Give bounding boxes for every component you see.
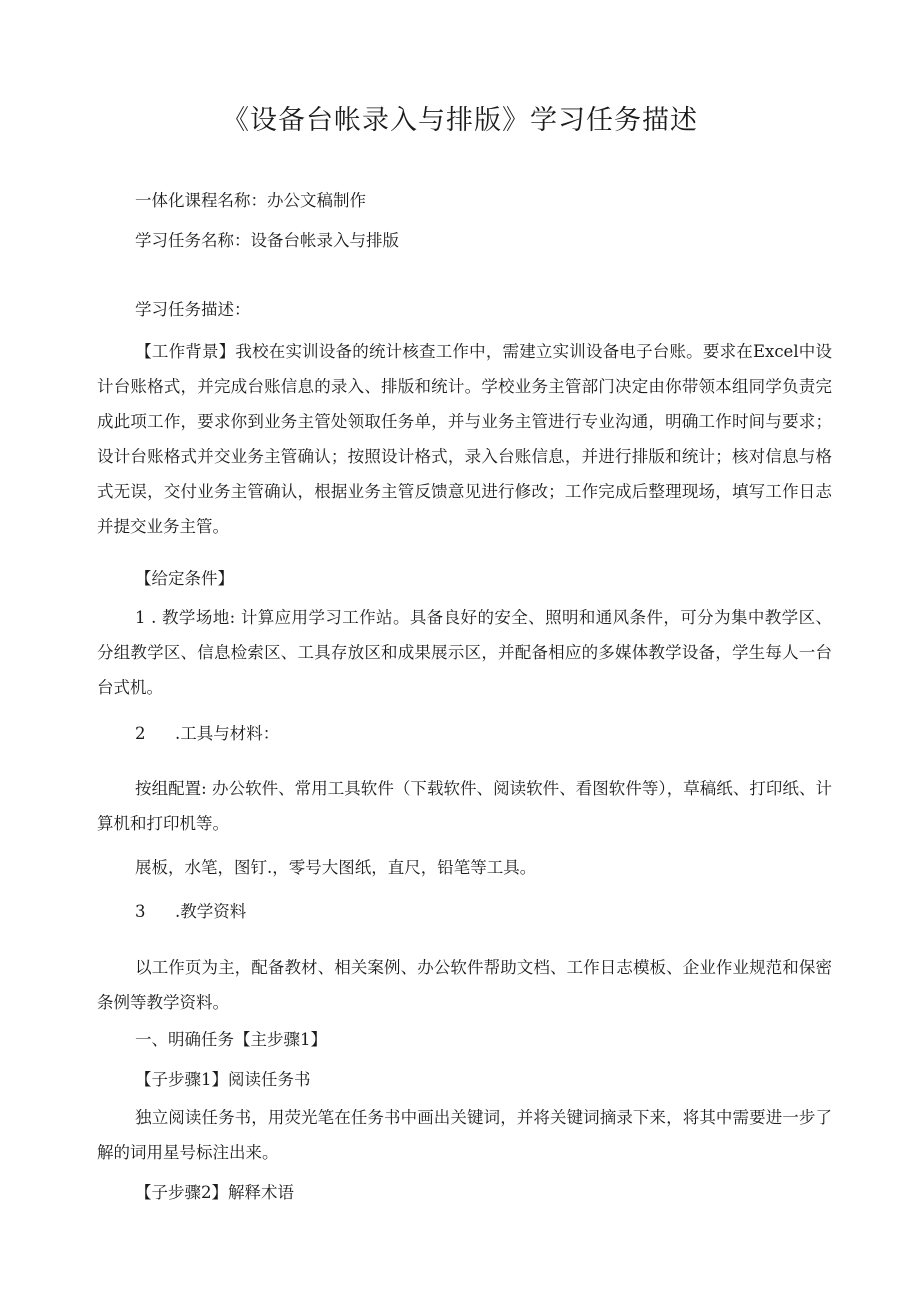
item3-number: 3 — [135, 902, 146, 921]
main-step-heading: 一、明确任务【主步骤1】 — [135, 1030, 327, 1049]
background-text: 【工作背景】我校在实训设备的统计核查工作中，需建立实训设备电子台账。要求在Excel中设计台账格式，并完成台账信息的录入、排版和统计。学校业务主管部门决定由你带领本组同学负责完成此项工作，要求你到业务主管处领取任务单，并与业务主管进行专业沟通，明确工作时间与要求；设计台账格式并交业务主管确认；按照设计格式，录入台账信息，并进行排版和统计；核对信息与格式无误，交付业务主管确认，根据业务主管反馈意见进行修改；工作完成后整理现场，填写工作日志并提交业务主管。 — [97, 342, 832, 536]
item2-heading — [135, 726, 279, 743]
substep1-paragraph — [97, 1100, 832, 1170]
course-name: 一体化课程名称：办公文稿制作 — [135, 191, 366, 210]
substep1-text: 独立阅读任务书，用荧光笔在任务书中画出关键词，并将关键词摘录下来，将其中需要进一步了解的词用星号标注出来。 — [97, 1108, 832, 1162]
item3-paragraph — [97, 950, 832, 1020]
item2-label: .工具与材料： — [175, 724, 280, 743]
item2-text: 按组配置: 办公软件、常用工具软件（下载软件、阅读软件、看图软件等），草稿纸、打印纸、计算机和打印机等。 — [97, 779, 832, 833]
item3-label: .教学资料 — [175, 902, 247, 921]
conditions-heading: 【给定条件】 — [135, 569, 234, 588]
substep2-title: 【子步骤2】解释术语 — [135, 1183, 294, 1202]
item3-text: 以工作页为主，配备教材、相关案例、办公软件帮助文档、工作日志模板、企业作业规范和保密条例等教学资料。 — [97, 958, 832, 1012]
task-name: 学习任务名称：设备台帐录入与排版 — [135, 231, 399, 250]
substep1-title: 【子步骤1】阅读任务书 — [135, 1070, 311, 1089]
item2-number: 2 — [135, 724, 146, 743]
background-paragraph — [97, 334, 832, 544]
description-heading: 学习任务描述： — [135, 300, 251, 319]
item2-extra: 展板，水笔，图钉.，零号大图纸，直尺，铅笔等工具。 — [135, 858, 537, 877]
item3-heading — [135, 904, 246, 921]
item1-paragraph — [97, 600, 832, 705]
item1-text: 1 . 教学场地: 计算应用学习工作站。具备良好的安全、照明和通风条件，可分为集中教学区、分组教学区、信息检索区、工具存放区和成果展示区，并配备相应的多媒体教学设备，学生每人一台台式机。 — [97, 608, 832, 697]
item2-paragraph — [97, 771, 832, 841]
document-title: 《设备台帐录入与排版》学习任务描述 — [222, 105, 698, 136]
